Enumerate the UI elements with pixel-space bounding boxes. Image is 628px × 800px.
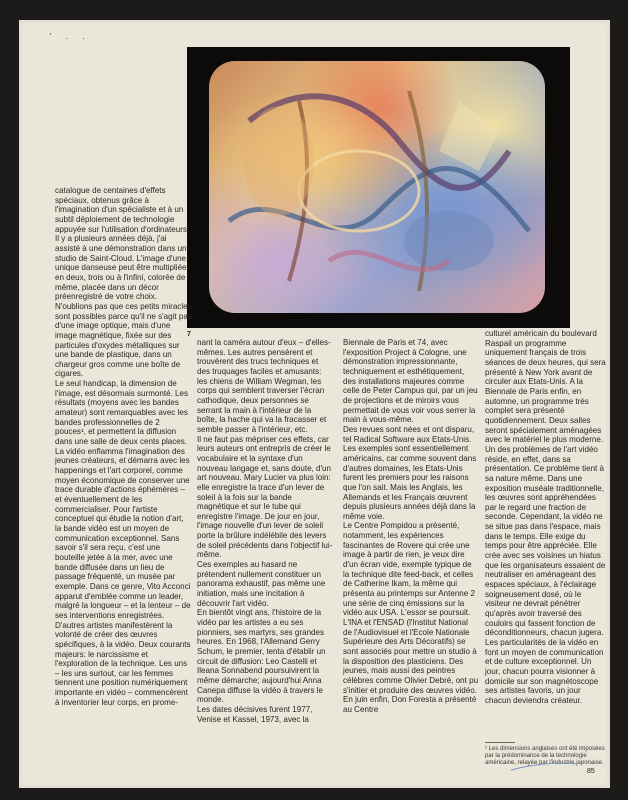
magazine-page [19, 20, 610, 788]
abstract-video-art [209, 61, 545, 313]
figure-number: 7 [187, 331, 191, 338]
footnote-rule [485, 742, 515, 743]
swoosh-mark-icon [509, 760, 579, 774]
corner-marks: ' . . [50, 32, 91, 41]
column-text: Biennale de Paris et 74, avec l'exposition Project à Cologne, une démonstration impressionnante, techniquement et esthétiquement, des installations majeures comme celle de Peter Campus qui, par un jeu de projections et de miroirs vous permettait de vous voir vous serrer la main à vous-même. Des revues sont nées et ont disparu, tel Radical Software aux Etats-Unis. Les exemples sont essentiellement américains, car comme souvent dans d'autres domaines, les Etats-Unis furent les premiers pour les raisons que l'on sait. Mais les Anglais, les Allemands et les Français œuvrent depuis plusieurs années déjà dans la même voie. Le Centre Pompidou a présenté, notamment, les expériences fascinantes de Rovere qui crée une image à partir de rien, je veux dire d'un écran vide, exemple typique de la technique dite feed-back, et celles de Catherine Ikam, la même qui présenta au printemps sur Antenne 2 une série de cinq émissions sur la vidéo aux USA. L'essor se poursuit. L'INA et l'ENSAD (l'Institut National de l'Audiovisuel et l'Ecole Nationale Supérieure des Arts Décoratifs) se sont associés pour mettre un studio à la disposition des plasticiens. Des jeunes, mais aussi des peintres célèbres comme Olivier Debré, ont pu s'initier et produire des œuvres vidéo. En juin enfin, Don Foresta a présenté au Centre [343, 338, 479, 714]
text-column-3 [343, 338, 479, 715]
text-column-4 [485, 329, 606, 706]
footnote: ¹ Les dimensions anglaises ont été imposées par la prédominance de la technologie américaine, relayée par l'industrie japonaise. [485, 746, 605, 766]
column-text: catalogue de centaines d'effets spéciaux, obtenus grâce à l'imagination d'un spécialiste et à un subtil déploiement de technologie appuyée sur l'utilisation d'ordinateurs. Il y a plusieurs années déjà, j'ai assisté à une démonstration dans un studio de Saint-Cloud. L'image d'une unique danseuse peut être multipliée en deux, trois ou à l'infini, colorée de même, placée dans un décor préenregistré de votre choix. N'oublions pas que ces petits miracles sont possibles parce qu'il ne s'agit pas d'une image optique, mais d'une image magnétique, fixée sur des particules d'oxydes métalliques sur une bande de plastique, dans un chargeur gros comme une boîte de cigares. Le seul handicap, la dimension de l'image, est désormais surmonté. Les résultats (moyens avec les bandes amateur) sont remarquables avec les bandes professionnelles de 2 pouces¹, et permettent la diffusion dans une salle de deux cents places. La vidéo enflamma l'imagination des jeunes créateurs, et démarra avec les happenings et l'art corporel, comme moyen économique de conserver une trace durable d'actions éphémères – et éventuellement de les commercialiser. Pour l'artiste conceptuel qui étudie la notion d'art, la bande vidéo est un moyen de communication exceptionnel. Sans savoir s'il sera reçu, c'est une bouteille jetée à la mer, avec une bande diffusée dans un lieu de passage fréquenté, un musée par exemple. Dans ce genre, Vito Acconci apparut d'emblée comme un leader, malgré la longueur – et la lenteur – de ses interventions enregistrées. D'autres artistes manifestèrent la volonté de créer des œuvres spécifiques, à la vidéo. Deux courants majeurs: le narcissisme et l'exploration de la technique. Les uns – les uns surtout, car les femmes tiennent une position numériquement importante en vidéo – commencèrent à inventorier leur corps, en prome- [55, 186, 192, 707]
column-text: culturel américain du boulevard Raspail un programme uniquement français de trois séances de deux heures, qui sera présenté à New York avant de circuler aux Etats-Unis. A la Biennale de Paris enfin, en automne, un programme très complet sera présenté quotidiennement. Deux salles seront spécialement aménagées avec le matériel le plus moderne. Un des problèmes de l'art vidéo réside, en effet, dans sa présentation. Ce problème tient à sa nature même. Dans une exposition muséale traditionnelle, les œuvres sont appréhendées par le regard une fraction de seconde. Cependant, la vidéo ne se situe pas dans l'espace, mais dans le temps. Elle exige du temps pour être appréciée. Elle crée avec ses voisines un hiatus que les organisateurs essaient de neutraliser en aménageant des espaces spéciaux, à l'éclairage soigneusement dosé, où le visiteur ne devrait pénétrer qu'après avoir traversé des couloirs qui fassent fonction de déconditionneurs, chacun jugera. Les particularités de la vidéo en font un moyen de communication et de culture exceptionnel. Un jour, chacun pourra visionner à domicile sur son magnétoscope ses artistes favoris, un jour chacun deviendra créateur. [485, 329, 606, 705]
text-column-1 [55, 186, 192, 707]
video-screen-image [209, 61, 545, 313]
video-still-photo [187, 47, 570, 328]
page-number: 85 [587, 768, 595, 775]
text-column-2 [197, 338, 333, 724]
column-text: nant la caméra autour d'eux – d'elles-mêmes. Les autres pensèrent et trouvèrent des trucs techniques et des truquages faciles et amusants: les chiens de William Wegman, les corps qui semblent traverser l'écran cathodique, deux personnes se serrant la main à l'intérieur de la boîte, la hache qui va la fracasser et semble passer à l'intérieur, etc. Il ne faut pas mépriser ces effets, car leurs auteurs ont entrepris de créer le vocabulaire et la syntaxe d'un nouveau langage et, sans doute, d'un art nouveau. Mary Lucier va plus loin: elle enregistre la trace d'un lever de soleil à la fois sur la bande magnétique et sur le tube qui enregistre l'image. De jour en jour, l'image nouvelle d'un lever de soleil porte la brûlure indélébile des levers de soleil précédents dans l'objectif lui-même. Ces exemples au hasard ne prétendent nullement constituer un panorama exhaustif, pas même une initiation, mais une incitation à découvrir l'art vidéo. En bientôt vingt ans, l'histoire de la vidéo par les artistes a eu ses pionniers, ses martyrs, ses grandes heures. En 1968, l'Allemand Gerry Schum, le premier, tenta d'établir un circuit de diffusion: Leo Castelli et Ileana Sonnabend poursuivirent la même démarche; aujourd'hui Anna Canepa diffuse la vidéo à travers le monde. Les dates décisives furent 1977, Venise et Kassel, 1973, avec la [197, 338, 333, 724]
